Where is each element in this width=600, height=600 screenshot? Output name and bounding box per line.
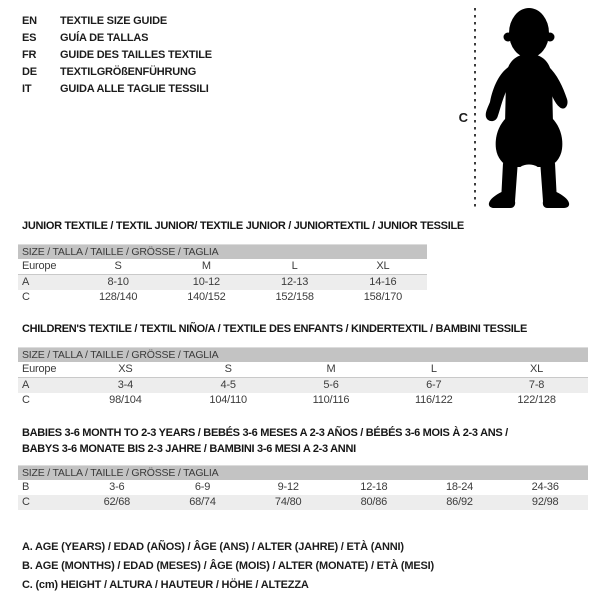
cell: 98/104 — [109, 394, 142, 406]
cell: S — [224, 363, 232, 375]
cell: 128/140 — [98, 291, 138, 303]
cell: XL — [376, 260, 390, 272]
lang-row-en — [22, 13, 212, 30]
row-label: Europe — [22, 260, 57, 272]
cell: 116/122 — [415, 394, 453, 406]
cell: 6-7 — [426, 379, 442, 391]
row-label: A — [22, 379, 30, 391]
cell: 3-6 — [109, 481, 125, 493]
table-row-age — [18, 275, 427, 290]
lang-code: IT — [22, 83, 32, 95]
lang-row-fr — [22, 47, 212, 64]
cell: 10-12 — [192, 276, 220, 288]
cell: 110/116 — [312, 394, 350, 406]
cell: 14-16 — [369, 276, 397, 288]
cell: 18-24 — [445, 481, 474, 493]
lang-title: GUÍA DE TALLAS — [60, 32, 149, 44]
children-size-table — [18, 347, 588, 408]
lang-row-es — [22, 30, 212, 47]
cell: 5-6 — [323, 379, 339, 391]
cell: 80/86 — [360, 496, 388, 508]
table-row-age — [18, 378, 588, 393]
row-label: C — [22, 496, 30, 508]
cell: S — [114, 260, 122, 272]
legend-line-b: B. AGE (MONTHS) / EDAD (MESES) / ÂGE (MOIS) / ALTER (MONATE) / ETÀ (MESI) — [22, 560, 434, 572]
table-row-months — [18, 480, 588, 495]
row-label: C — [22, 394, 30, 406]
table-row-europe — [18, 259, 427, 275]
row-label: B — [22, 481, 30, 493]
lang-title: TEXTILE SIZE GUIDE — [60, 15, 168, 27]
cell: 7-8 — [528, 379, 545, 391]
cell: L — [291, 260, 298, 272]
table-row-height — [18, 290, 427, 305]
row-label: Europe — [22, 363, 57, 375]
cell: M — [326, 363, 336, 375]
cell: 122/128 — [517, 394, 556, 406]
cell: 4-5 — [220, 379, 236, 391]
cell: XL — [530, 363, 544, 375]
lang-code: DE — [22, 66, 37, 78]
row-label: A — [22, 276, 30, 288]
baby-height-figure — [440, 0, 600, 215]
legend-line-a: A. AGE (YEARS) / EDAD (AÑOS) / ÂGE (ANS) / ALTER (JAHRE) / ETÀ (ANNI) — [22, 541, 404, 553]
cell: L — [430, 363, 437, 375]
babies-title-line2: BABYS 3-6 MONATE BIS 2-3 JAHRE / BAMBINI 3-6 MESI A 2-3 ANNI — [22, 443, 356, 455]
babies-size-table — [18, 465, 588, 510]
cell: M — [201, 260, 211, 272]
cell: 68/74 — [189, 496, 216, 508]
cell: 8-10 — [107, 276, 129, 288]
size-header-bar: SIZE / TALLA / TAILLE / GRÖSSE / TAGLIA — [18, 466, 588, 480]
cell: XS — [118, 363, 133, 375]
cell: 9-12 — [277, 481, 299, 493]
junior-table-title: JUNIOR TEXTILE / TEXTIL JUNIOR/ TEXTILE JUNIOR / JUNIORTEXTIL / JUNIOR TESSILE — [22, 220, 464, 232]
lang-code: FR — [22, 49, 37, 61]
cell: 86/92 — [446, 496, 473, 508]
legend-line-c: C. (cm) HEIGHT / ALTURA / HAUTEUR / HÖHE / ALTEZZA — [22, 579, 309, 591]
babies-title-line1: BABIES 3-6 MONTH TO 2-3 YEARS / BEBÉS 3-6 MESES A 2-3 AÑOS / BÉBÉS 3-6 MOIS À 2-3 ANS / — [22, 427, 508, 439]
size-header-bar: SIZE / TALLA / TAILLE / GRÖSSE / TAGLIA — [18, 245, 427, 259]
cell: 140/152 — [187, 291, 226, 303]
children-table-title: CHILDREN'S TEXTILE / TEXTIL NIÑO/A / TEXTILE DES ENFANTS / KINDERTEXTIL / BAMBINI TESSILE — [22, 323, 527, 335]
cell: 152/158 — [275, 291, 314, 303]
lang-title: TEXTILGRÖßENFÜHRUNG — [60, 66, 197, 78]
size-header-bar: SIZE / TALLA / TAILLE / GRÖSSE / TAGLIA — [18, 348, 588, 362]
cell: 12-18 — [360, 481, 388, 493]
cell: 74/80 — [274, 496, 302, 508]
height-measure-label: C — [458, 110, 468, 125]
cell: 104/110 — [209, 394, 247, 406]
legend-block — [22, 538, 434, 595]
lang-title: GUIDA ALLE TAGLIE TESSILI — [60, 83, 209, 95]
language-title-list — [22, 13, 212, 98]
cell: 92/98 — [531, 496, 559, 508]
lang-row-it — [22, 81, 212, 98]
babies-table-title — [22, 425, 508, 457]
baby-silhouette-graphic — [440, 0, 600, 215]
baby-silhouette — [486, 8, 569, 208]
cell: 6-9 — [194, 481, 211, 493]
cell: 158/170 — [363, 291, 403, 303]
junior-size-table — [18, 244, 427, 305]
lang-code: ES — [22, 32, 37, 44]
cell: 3-4 — [117, 379, 134, 391]
cell: 24-36 — [531, 481, 559, 493]
lang-title: GUIDE DES TAILLES TEXTILE — [60, 49, 212, 61]
cell: 62/68 — [103, 496, 131, 508]
lang-code: EN — [22, 15, 37, 27]
cell: 12-13 — [281, 276, 309, 288]
row-label: C — [22, 291, 30, 303]
table-row-europe — [18, 362, 588, 378]
lang-row-de — [22, 64, 212, 81]
table-row-height — [18, 393, 588, 408]
table-row-height — [18, 495, 588, 510]
